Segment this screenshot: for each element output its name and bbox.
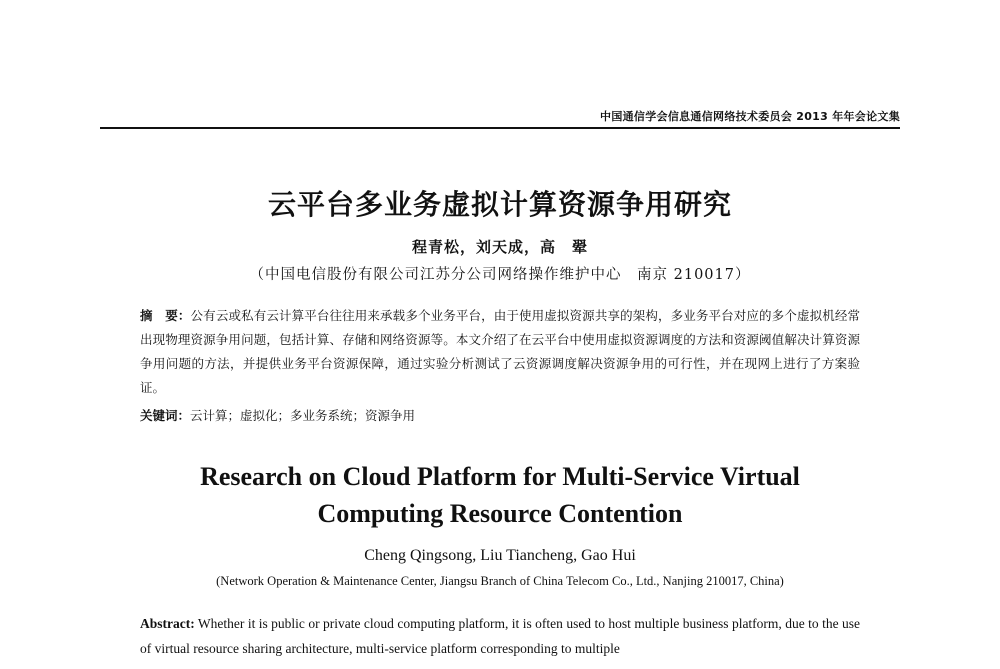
english-title xyxy=(100,458,900,532)
chinese-abstract xyxy=(140,304,860,400)
running-head: 中国通信学会信息通信网络技术委员会 2013 年年会论文集 xyxy=(600,110,900,123)
chinese-abstract-text: 公有云或私有云计算平台往往用来承载多个业务平台，由于使用虚拟资源共享的架构，多业务平台对应的多个虚拟机经常出现物理资源争用问题，包括计算、存储和网络资源等。本文介绍了在云平台中使用虚拟资源调度的方法和资源阈值解决计算资源争用问题的方法，并提供业务平台资源保障，通过实验分析测试了云资源调度解决资源争用的可行性，并在现网上进行了方案验证。 xyxy=(140,308,860,395)
english-authors: Cheng Qingsong, Liu Tiancheng, Gao Hui xyxy=(364,547,636,564)
chinese-abstract-label: 摘 要： xyxy=(140,308,191,323)
chinese-affiliation: （中国电信股份有限公司江苏分公司网络操作维护中心 南京 210017） xyxy=(249,267,751,283)
english-abstract-label: Abstract: xyxy=(140,616,195,631)
chinese-keywords-label: 关键词： xyxy=(140,408,191,423)
chinese-title: 云平台多业务虚拟计算资源争用研究 xyxy=(267,188,732,221)
english-title-line-1: Research on Cloud Platform for Multi-Service Virtual xyxy=(200,462,800,491)
chinese-keywords xyxy=(140,404,860,428)
chinese-keywords-text: 云计算；虚拟化；多业务系统；资源争用 xyxy=(190,408,416,423)
english-abstract-text: Whether it is public or private cloud computing platform, it is often used to host multiple business platform, due to the use of virtual resource sharing architecture, multi-service platform corresponding to multiple xyxy=(140,616,860,656)
english-affiliation: (Network Operation & Maintenance Center, Jiangsu Branch of China Telecom Co., Ltd., Nanjing 210017, China) xyxy=(216,574,784,588)
header-rule xyxy=(100,127,900,129)
english-abstract xyxy=(140,611,860,661)
english-title-line-2: Computing Resource Contention xyxy=(317,499,683,528)
chinese-authors: 程青松，刘天成，高 翚 xyxy=(411,238,588,256)
